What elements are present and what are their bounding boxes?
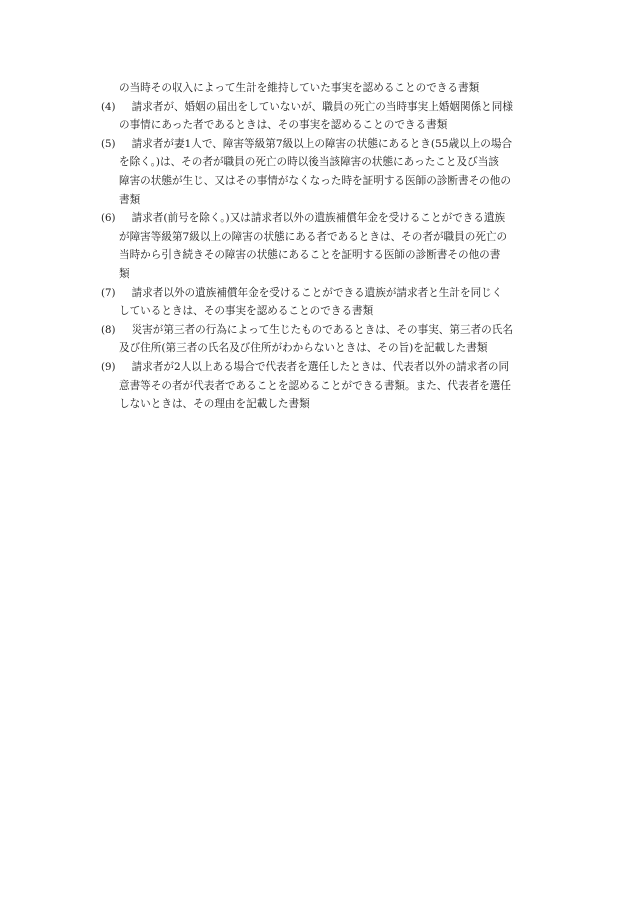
- item-number: (4): [101, 101, 116, 113]
- line-text: 請求者が妻1人で、障害等級第7級以上の障害の状態にあるとき(55歳以上の場合: [121, 137, 513, 150]
- line-text: 障害の状態が生じ、又はその事情がなくなった時を証明する医師の診断書その他の: [119, 174, 511, 187]
- line-text: を除く。)は、その者が職員の死亡の時以後当該障害の状態にあったこと及び当該: [119, 156, 499, 169]
- line-text: 及び住所(第三者の氏名及び住所がわからないときは、その旨)を記載した書類: [119, 342, 488, 355]
- line-text: 災害が第三者の行為によって生じたものであるときは、その事実、第三者の氏名: [121, 323, 513, 336]
- line-text: 類: [119, 267, 130, 280]
- line-text: 書類: [119, 193, 141, 206]
- item-number: (7): [101, 287, 116, 299]
- text-line: [101, 265, 529, 284]
- list-item-4: [101, 98, 529, 117]
- item-number: (8): [101, 324, 116, 336]
- item-number: (6): [101, 213, 116, 225]
- text-line: [101, 153, 529, 172]
- line-text: 当時から引き続きその障害の状態にあることを証明する医師の診断書その他の書: [119, 249, 501, 262]
- text-line: [101, 246, 529, 265]
- line-text: の当時その収入によって生計を維持していた事実を認めることのできる書類: [119, 82, 480, 94]
- item-number: (9): [101, 361, 116, 373]
- text-line: [101, 172, 529, 191]
- text-line: [101, 228, 529, 247]
- line-text: しないときは、その理由を記載した書類: [119, 398, 310, 411]
- line-text: しているときは、その事実を認めることのできる書類: [119, 305, 374, 318]
- line-text: の事情にあった者であるときは、その事実を認めることのできる書類: [119, 119, 448, 132]
- line-text: が障害等級第7級以上の障害の状態にある者であるときは、その者が職員の死亡の: [119, 230, 508, 243]
- text-line: [101, 395, 529, 414]
- list-item-7: [101, 284, 529, 303]
- text-line: [101, 339, 529, 358]
- document-page: [101, 79, 529, 414]
- line-text: 請求者(前号を除く。)又は請求者以外の遺族補償年金を受けることができる遺族: [121, 212, 506, 225]
- line-text: 請求者が、婚姻の届出をしていないが、職員の死亡の当時事実上婚姻関係と同様: [121, 100, 513, 113]
- line-text: 請求者が2人以上ある場合で代表者を選任したときは、代表者以外の請求者の同: [121, 360, 510, 373]
- list-item-8: [101, 321, 529, 340]
- line-text: 意書等その者が代表者であることを認めることができる書類。また、代表者を選任: [119, 379, 511, 392]
- text-line: [101, 302, 529, 321]
- text-line: [101, 377, 529, 396]
- list-item-6: [101, 209, 529, 228]
- text-line: [101, 191, 529, 210]
- list-item-5: [101, 135, 529, 154]
- text-line: [101, 79, 529, 98]
- list-item-9: [101, 358, 529, 377]
- item-number: (5): [101, 138, 116, 150]
- text-line: [101, 116, 529, 135]
- line-text: 請求者以外の遺族補償年金を受けることができる遺族が請求者と生計を同じく: [121, 286, 503, 299]
